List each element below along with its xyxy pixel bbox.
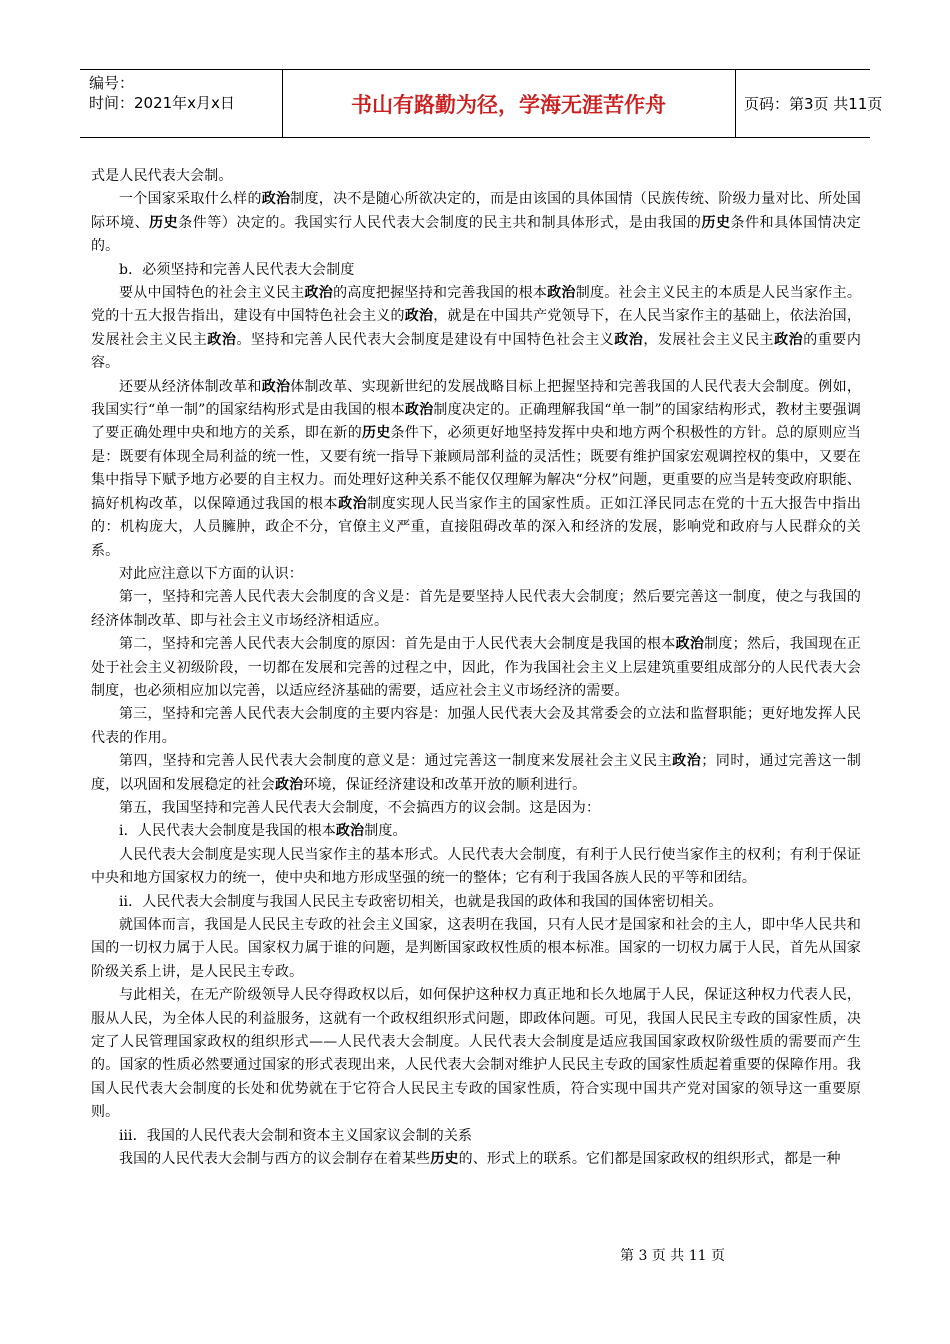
text-run: 制度实现人民当家作主的国家性质。正如江泽民同志在党的十五大报告中指出的：机构庞大，人员臃肿，政企不分，官僚主义严重，直接阻碍改革的深入和经济的发展，影响党和政府与人民群众的关系。: [91, 495, 861, 559]
text-run: ，就是在中国共产党领导下，在人民当家作主的基础上，依法治国，发展社会主义民主: [91, 308, 861, 348]
text-run: 制度。: [364, 823, 407, 840]
text-run: 制度决定的。正确理解我国“单一制”的国家结构形式，教材主要强调了要正确处理中央和地方的关系，即在新的: [91, 402, 861, 442]
body-paragraph: [91, 165, 861, 188]
text-run: 就国体而言，我国是人民民主专政的社会主义国家，这表明在我国，只有人民才是国家和社会的主人，即中华人民共和国的一切权力属于人民。国家权力属于谁的问题，是判断国家政权性质的根本标准。国家的一切权力属于人民，首先从国家阶级关系上讲，是人民民主专政。: [91, 917, 861, 980]
text-run: 我国的人民代表大会制与西方的议会制存在着某些: [119, 1151, 431, 1168]
text-run: 体制改革、实现新世纪的发展战略目标上把握坚持和完善我国的人民代表大会制度。例如，我国实行“单一制”的国家结构形式是由我国的根本: [91, 378, 861, 419]
keyword-bold: 历史: [149, 214, 179, 231]
body-paragraph: [91, 282, 861, 376]
text-run: 环境，保证经济建设和改革开放的顺利进行。: [303, 776, 587, 793]
keyword-bold: 历史: [361, 425, 391, 442]
body-paragraph: [91, 188, 861, 258]
body-paragraph: [91, 914, 861, 984]
body-paragraph: [91, 586, 861, 633]
text-run: ；同时，通过完善这一制度，以巩固和发展稳定的社会: [91, 753, 861, 793]
text-run: ，发展社会主义民主: [643, 331, 775, 348]
text-run: ⅲ．我国的人民代表大会制和资本主义国家议会制的关系: [119, 1127, 473, 1144]
keyword-bold: 政治: [338, 495, 368, 512]
text-run: 条件和具体国情决定的。: [91, 214, 861, 255]
text-run: 人民代表大会制度是实现人民当家作主的基本形式。人民代表大会制度，有利于人民行使当家作主的权利；有利于保证中央和地方国家权力的统一，使中央和地方形成坚强的统一的整体；它有利于我国各族人民的平等和团结。: [91, 846, 861, 887]
keyword-bold: 历史: [701, 214, 731, 231]
body-paragraph: [91, 633, 861, 703]
body-paragraph: [91, 891, 861, 914]
text-run: b．必须坚持和完善人民代表大会制度: [119, 261, 355, 278]
text-run: 第五，我国坚持和完善人民代表大会制度，不会搞西方的议会制。这是因为：: [119, 799, 601, 816]
text-run: 式是人民代表大会制。: [91, 168, 233, 184]
keyword-bold: 政治: [304, 285, 334, 302]
page-footer: 第 3 页 共 11 页: [620, 1248, 725, 1264]
keyword-bold: 政治: [207, 331, 237, 348]
body-paragraph: [91, 820, 861, 843]
text-run: 。坚持和完善人民代表大会制度是建设有中国特色社会主义: [236, 331, 615, 348]
text-run: ⅰ．人民代表大会制度是我国的根本: [119, 823, 336, 840]
header-page-cell: [735, 70, 883, 137]
motto-text: 书山有路勤为径，学海无涯苦作舟: [351, 93, 666, 117]
keyword-bold: 历史: [430, 1151, 459, 1168]
text-run: ⅱ．人民代表大会制度与我国人民民主专政密切相关，也就是我国的政体和我国的国体密切相关。: [119, 893, 723, 910]
body-paragraph: [91, 376, 861, 563]
keyword-bold: 政治: [404, 308, 434, 325]
text-run: 第四，坚持和完善人民代表大会制度的意义是：通过完善这一制度来发展社会主义民主: [119, 753, 673, 770]
text-run: 条件下，必须更好地坚持发挥中央和地方两个积极性的方针。总的原则应当是：既要有体现全局利益的统一性，又要有统一指导下兼顾局部利益的灵活性；既要有维护国家宏观调控权的集中，又要在集中指导下赋予地方必要的自主权力。而处理好这种关系不能仅仅理解为解决“分权”问题，更重要的应当是转变政府职能、搞好机构改革，以保障通过我国的根本: [91, 425, 861, 512]
text-run: 第一，坚持和完善人民代表大会制度的含义是：首先是要坚持人民代表大会制度；然后要完善这一制度，使之与我国的经济体制改革、即与社会主义市场经济相适应。: [91, 589, 861, 629]
body-paragraph: [91, 844, 861, 891]
number-label: 编号：: [89, 74, 135, 92]
header-motto-cell: [282, 70, 736, 137]
text-run: 要从中国特色的社会主义民主: [119, 285, 305, 302]
body-paragraph: [91, 259, 861, 282]
keyword-bold: 政治: [261, 378, 291, 395]
page-header: [80, 69, 883, 138]
keyword-bold: 政治: [675, 636, 705, 653]
keyword-bold: 政治: [335, 823, 365, 840]
body-paragraph: [91, 563, 861, 586]
keyword-bold: 政治: [614, 331, 644, 348]
body-paragraph: [91, 703, 861, 750]
body-paragraph: [91, 797, 861, 820]
keyword-bold: 政治: [261, 191, 291, 208]
text-run: 对此应注意以下方面的认识：: [119, 565, 303, 582]
text-run: 的高度把握坚持和完善我国的根本: [333, 285, 548, 302]
header-page-info: 页码：第3页 共11页: [744, 95, 883, 113]
text-run: 条件等）决定的。我国实行人民代表大会制度的民主共和制具体形式，是由我国的: [178, 214, 702, 231]
text-run: 制度；然后，我国现在正处于社会主义初级阶段，一切都在发展和完善的过程之中，因此，作为我国社会主义上层建筑重要组成部分的人民代表大会制度，也必须相应加以完善，以适应经济基础的需要，适应社会主义市场经济的需要。: [91, 636, 861, 699]
header-left-cell: [80, 70, 283, 137]
body-paragraph: [91, 984, 861, 1124]
text-run: 一个国家采取什么样的: [119, 191, 262, 208]
date-label: 时间：2021年x月x日: [89, 94, 235, 112]
keyword-bold: 政治: [774, 331, 804, 348]
text-run: 第三，坚持和完善人民代表大会制度的主要内容是：加强人民代表大会及其常委会的立法和监督职能；更好地发挥人民代表的作用。: [91, 706, 861, 746]
keyword-bold: 政治: [672, 753, 702, 770]
text-run: 制度。社会主义民主的本质是人民当家作主。党的十五大报告指出，建设有中国特色社会主义的: [91, 285, 862, 325]
body-paragraph: [91, 750, 861, 797]
text-run: 第二，坚持和完善人民代表大会制度的原因：首先是由于人民代表大会制度是我国的根本: [119, 636, 676, 653]
body-paragraph: [91, 1148, 861, 1171]
keyword-bold: 政治: [404, 402, 434, 419]
text-run: 的、形式上的联系。它们都是国家政权的组织形式，都是一种: [458, 1151, 841, 1168]
text-run: 还要从经济体制改革和: [119, 378, 262, 395]
keyword-bold: 政治: [274, 776, 304, 793]
keyword-bold: 政治: [547, 285, 576, 302]
text-run: 的重要内容。: [91, 331, 861, 372]
document-body: [91, 165, 861, 1171]
text-run: 制度，决不是随心所欲决定的，而是由该国的具体国情（民族传统、阶级力量对比、所处国际环境、: [91, 191, 861, 231]
body-paragraph: [91, 1125, 861, 1148]
text-run: 与此相关，在无产阶级领导人民夺得政权以后，如何保护这种权力真正地和长久地属于人民，保证这种权力代表人民，服从人民，为全体人民的利益服务，这就有一个政权组织形式问题，即政体问题。可见，我国人民民主专政的国家性质，决定了人民管理国家政权的组织形式——人民代表大会制度。人民代表大会制度是适应我国国家政权阶级性质的需要而产生的。国家的性质必然要通过国家的形式表现出来，人民代表大会制对维护人民民主专政的国家性质起着重要的保障作用。我国人民代表大会制度的长处和优势就在于它符合人民民主专政的国家性质，符合实现中国共产党对国家的领导这一重要原则。: [91, 987, 861, 1121]
